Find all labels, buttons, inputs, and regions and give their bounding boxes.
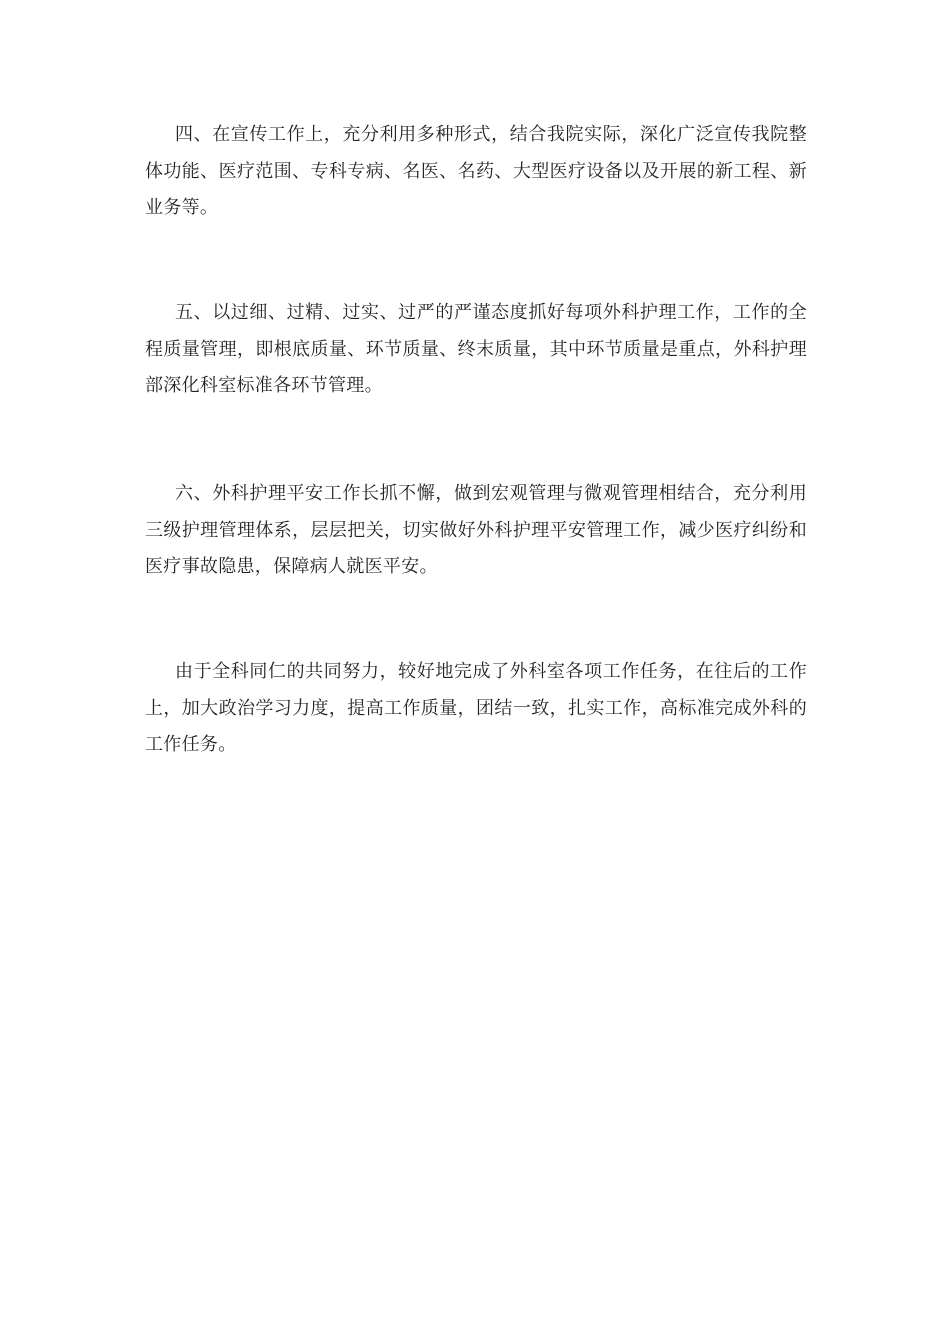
paragraph-safety-management: 六、外科护理平安工作长抓不懈，做到宏观管理与微观管理相结合，充分利用三级护理管理体系，层层把关，切实做好外科护理平安管理工作，减少医疗纠纷和医疗事故隐患，保障病人就医平安。	[145, 483, 807, 577]
paragraph-conclusion: 由于全科同仁的共同努力，较好地完成了外科室各项工作任务，在往后的工作上，加大政治学习力度，提高工作质量，团结一致，扎实工作，高标准完成外科的工作任务。	[145, 661, 807, 755]
paragraph-publicity-work: 四、在宣传工作上，充分利用多种形式，结合我院实际，深化广泛宣传我院整体功能、医疗范围、专科专病、名医、名药、大型医疗设备以及开展的新工程、新业务等。	[145, 124, 807, 218]
paragraph-quality-management: 五、以过细、过精、过实、过严的严谨态度抓好每项外科护理工作，工作的全程质量管理，即根底质量、环节质量、终末质量，其中环节质量是重点，外科护理部深化科室标准各环节管理。	[145, 302, 807, 396]
